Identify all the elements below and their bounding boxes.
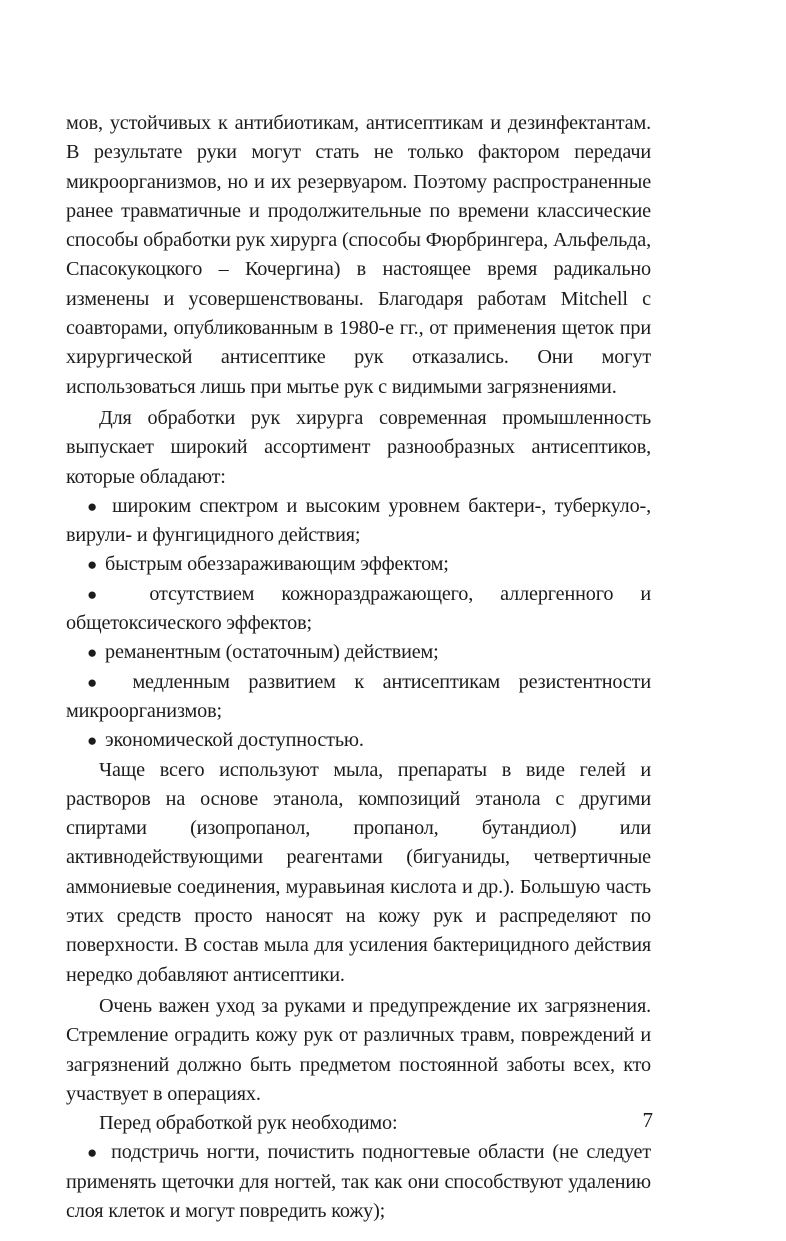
paragraph-3: Чаще всего используют мыла, препараты в виде гелей и растворов на основе этанола, композиций этанола с другими спиртами (изопропанол, пропанол, бутандиол) или активнодействующими реагентами (бигуаниды, четвертичные аммониевые соединения, муравьиная кислота и др.). Большую часть этих средств просто наносят на кожу рук и распределяют по поверхности. В состав мыла для усиления бактерицидного действия нередко добавляют антисептики. <box>66 758 651 986</box>
bullet-icon: ● <box>87 643 98 663</box>
page-number: 7 <box>642 1108 653 1132</box>
list-item: ● медленным развитием к антисептикам резистентности микроорганизмов; <box>66 670 651 722</box>
preparation-list <box>66 1138 651 1226</box>
bullet-icon: ● <box>87 496 101 516</box>
paragraph-4: Очень важен уход за руками и предупреждение их загрязнения. Стремление оградить кожу рук от различных травм, повреждений и загрязнений должно быть предметом постоянной заботы всех, кто участвует в операциях. <box>66 994 651 1105</box>
list-item: ● подстричь ногти, почистить подногтевые области (не следует применять щеточки для ногтей, так как они способствуют удалению слоя клеток и могут повредить кожу); <box>66 1141 651 1222</box>
bullet-icon: ● <box>87 731 98 751</box>
paragraph-1: мов, устойчивых к антибиотикам, антисептикам и дезинфектантам. В результате руки могут стать не только фактором передачи микроорганизмов, но и их резервуаром. Поэтому распространенные ранее травматичные и продолжительные по времени классические способы обработки рук хирурга (способы Фюрбрингера, Альфельда, Спасокукоцкого – Кочергина) в настоящее время радикально изменены и усовершенствованы. Благодаря работам Mitchell с соавторами, опубликованным в 1980-е гг., от применения щеток при хирургической антисептике рук отказались. Они могут использоваться лишь при мытье рук с видимыми загрязнениями. <box>66 112 651 398</box>
bullet-icon: ● <box>87 672 111 692</box>
paragraph-5: Перед обработкой рук необходимо: <box>99 1112 398 1135</box>
page-body <box>66 109 651 1226</box>
bullet-icon: ● <box>87 584 120 604</box>
bullet-icon: ● <box>87 555 98 575</box>
bullet-icon: ● <box>87 1143 101 1163</box>
paragraph-2: Для обработки рук хирурга современная промышленность выпускает широкий ассортимент разнообразных антисептиков, которые обладают: <box>66 406 651 488</box>
list-item: ● отсутствием кожнораздражающего, аллергенного и общетоксического эффектов; <box>66 582 651 635</box>
list-item: ● экономической доступностью. <box>87 729 364 752</box>
properties-list <box>66 492 651 756</box>
list-item: ● широким спектром и высоким уровнем бактери-, туберкуло-, вирули- и фунгицидного действия; <box>66 494 651 547</box>
list-item: ● быстрым обеззараживающим эффектом; <box>87 553 449 576</box>
list-item: ● ремaнентным (остаточным) действием; <box>87 641 439 664</box>
